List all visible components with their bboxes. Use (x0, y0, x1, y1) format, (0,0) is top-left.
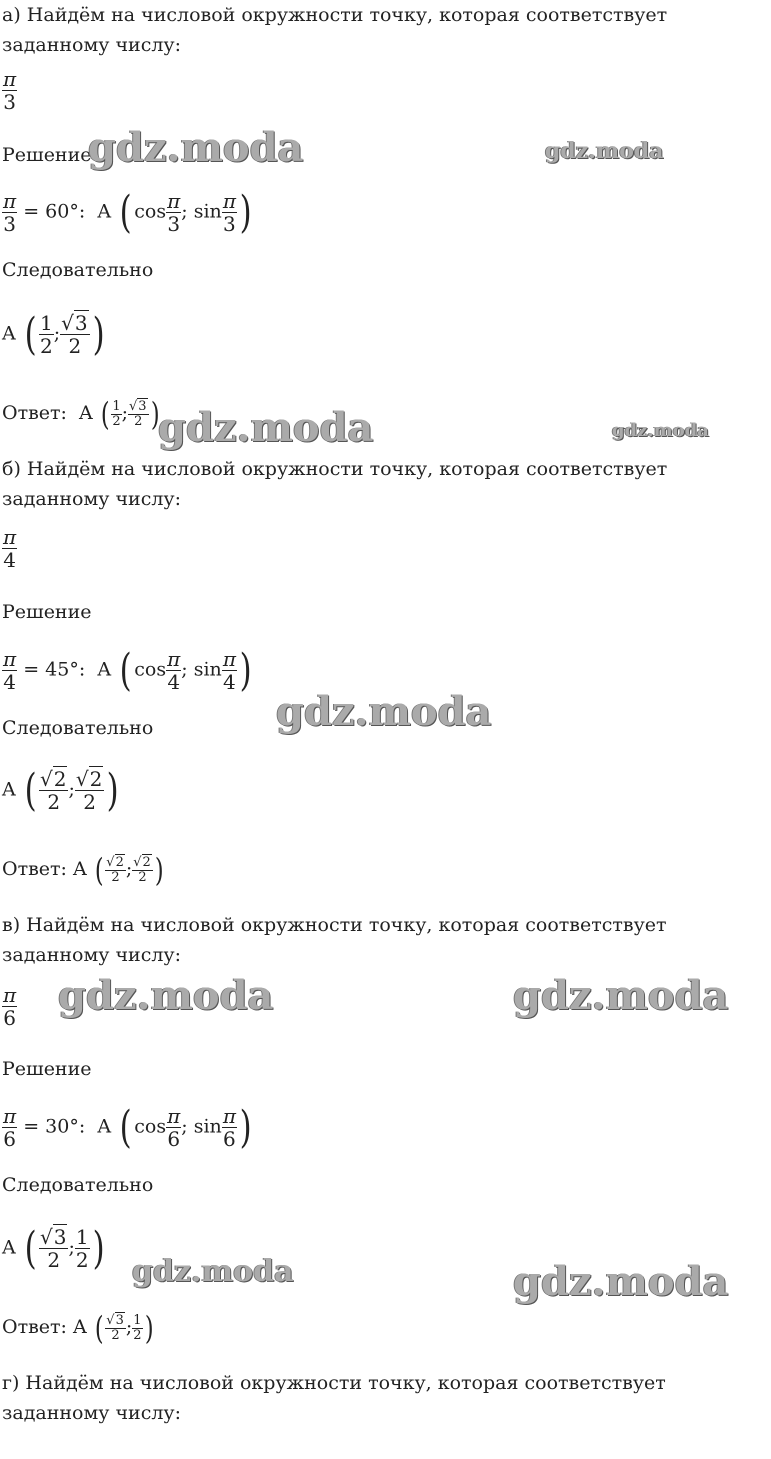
part-c-intro: в) Найдём на числовой окружности точку, которая соответствует заданному числу: (2, 914, 667, 966)
watermark-logo: gdz.moda (132, 1254, 294, 1289)
part-c-solution-label: Решение (2, 1058, 92, 1080)
part-a-consequently-label: Следовательно (2, 259, 154, 281)
watermark-logo: gdz.moda (88, 124, 304, 171)
part-a-solution-label: Решение (2, 144, 92, 166)
part-b-equation: $\frac{\pi}{4}$ = 45°: A ( cos $\frac{\pi}{4}$ ; sin $\frac{\pi}{4}$ ) (3, 644, 252, 696)
part-b-solution-label: Решение (2, 601, 92, 623)
part-b-answer: Ответ: A ( $\frac{√2}{2}$ ; $\frac{√2}{2}$ ) (2, 851, 164, 889)
part-b-intro: б) Найдём на числовой окружности точку, которая соответствует заданному числу: (2, 458, 668, 510)
part-b-consequently-label: Следовательно (2, 717, 154, 739)
watermark-logo: gdz.moda (158, 404, 374, 451)
watermark-logo: gdz.moda (513, 1258, 729, 1305)
part-a-intro: а) Найдём на числовой окружности точку, которая соответствует заданному числу: (2, 4, 668, 56)
watermark-logo: gdz.moda (513, 972, 729, 1019)
watermark-logo: gdz.moda (612, 420, 709, 441)
part-a-answer: Ответ: A ( $\frac{1}{2}$ ; $\frac{√3}{2}$ ) (2, 395, 160, 433)
watermark-logo: gdz.moda (545, 138, 664, 164)
part-b-point: A ( $\frac{√2}{2}$ ; $\frac{√2}{2}$ ) (2, 764, 119, 816)
part-c-number: $\frac{\pi}{6}$ (3, 983, 17, 1030)
watermark-logo: gdz.moda (58, 972, 274, 1019)
part-a-equation: $\frac{\pi}{3}$ = 60°: A ( cos $\frac{\pi}{3}$ ; sin $\frac{\pi}{3}$ ) (3, 186, 252, 238)
part-c-point: A ( $\frac{√3}{2}$ ; $\frac{1}{2}$ ) (2, 1222, 105, 1274)
watermark-logo: gdz.moda (276, 688, 492, 735)
part-c-answer: Ответ: A ( $\frac{√3}{2}$ ; $\frac{1}{2}$ ) (2, 1309, 154, 1347)
part-b-number: $\frac{\pi}{4}$ (3, 525, 17, 572)
part-c-consequently-label: Следовательно (2, 1174, 154, 1196)
part-a-point: A ( $\frac{1}{2}$ ; $\frac{√3}{2}$ ) (2, 308, 105, 360)
part-a-number: $\frac{\pi}{3}$ (3, 67, 17, 114)
part-d-intro: г) Найдём на числовой окружности точку, которая соответствует заданному числу: (2, 1372, 666, 1424)
part-c-equation: $\frac{\pi}{6}$ = 30°: A ( cos $\frac{\pi}{6}$ ; sin $\frac{\pi}{6}$ ) (3, 1101, 252, 1153)
